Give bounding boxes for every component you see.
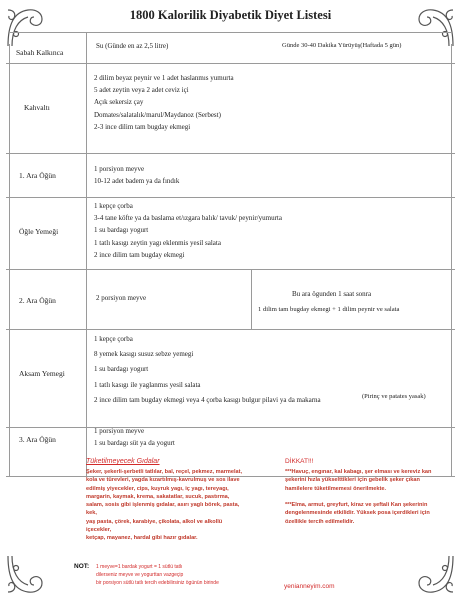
row-divider <box>9 32 452 33</box>
forbidden-foods-note <box>86 458 246 543</box>
list-item: Açık sekersiz çay <box>94 98 144 107</box>
list-item: 1 su bardagı yogurt <box>94 226 149 235</box>
list-item: 2 ince dilim tam bugday ekmegi veya 4 çorba kasıgı bulgur pilavi ya da makarna <box>94 395 321 404</box>
aksam-extra-note: (Pirinç ve patates yasak) <box>362 393 426 400</box>
row-divider <box>6 153 455 154</box>
list-item: 1 porsiyon meyve <box>94 427 145 435</box>
website-link[interactable]: yenianneyim.com <box>284 583 335 590</box>
meal-name-ara1: 1. Ara Öğün <box>19 171 56 180</box>
warning-title: DİKKAT!!! <box>285 458 314 465</box>
ara1-items <box>94 163 445 187</box>
list-item: 2-3 ince dilim tam bugday ekmegi <box>94 122 191 131</box>
list-item: Domates/salatalık/marul/Maydanoz (Serbest) <box>94 110 221 119</box>
row-divider <box>6 197 455 198</box>
corner-ornament-bottom-right <box>411 552 457 598</box>
forbidden-foods-text: Şeker, şekerli-şerbetli tatlılar, bal, reçel, pekmez, marmelat, kola ve türevleri, yagda kızartılmış-kavrulmuş ve sos ilave edilmiş yiyecekler, cips, kuyruk yagı, iç yagı, tereyagı, margarin, kaymak, krema, sakatatlar, sucuk, pastırma, salam, sosis gibi işlenmiş gıdalar, asırı yaglı börek, pasta, kek, yaş pasta, çörek, karabiye, çikolata, alkol ve alkollü içecekler, ketçap, mayanez, hardal gibi hazır gıdalar. <box>86 469 243 542</box>
row-divider <box>6 63 455 64</box>
page-title: 1800 Kalorilik Diyabetik Diyet Listesi <box>129 8 332 22</box>
table-left-border <box>9 44 10 476</box>
walk-note: Günde 30-40 Dakika Yürüyüş(Haftada 5 gün) <box>282 42 402 49</box>
column-divider <box>86 32 87 476</box>
meal-name-ara2: 2. Ara Öğün <box>19 296 56 305</box>
footer-note-text: 1 meyve=1 bardak yogurt = 1 sütlü tatlı dilerseniz meyve ve yogurttan vazgeçip bir porsiyon sütlü tatlı tercih edebilirsiniz ögünün birinde <box>96 564 219 586</box>
ogle-items <box>94 200 445 261</box>
list-item: 1 porsiyon meyve <box>94 165 145 173</box>
table-right-border <box>451 44 452 476</box>
warning-note <box>285 458 447 526</box>
warning-text: ***Havuç, engınar, kal kabagı, şer elması ve kereviz kan şekerini hızla yükselttikleri için gebelik şeker çıkan hamilelere tüketilmemesi önerilmekte. ***Elma, armut, greyfurt, kiraz ve şeftali Kan şekerinin dengelenmesinde etkilidir. Yüksek posa içerdikleri için özellikle tercih edilmelidir. <box>285 469 432 525</box>
ara2-right-title: Bu ara ögunden 1 saat sonra <box>292 290 372 298</box>
row-divider <box>6 269 455 270</box>
ara3-items <box>94 425 445 449</box>
ara2-left: 2 porsiyon meyve <box>96 294 147 302</box>
list-item: 3-4 tane köfte ya da baslama et/ızgara balık/ tavuk/ peynir/yumurta <box>94 214 282 223</box>
list-item: 1 tatlı kasıgı zeytin yagı eklenmis yesil salata <box>94 238 221 247</box>
list-item: 5 adet zeytin veya 2 adet ceviz içi <box>94 86 189 95</box>
kahvalti-items <box>94 72 445 133</box>
water-note: Su (Günde en az 2,5 litre) <box>96 42 169 50</box>
row-divider <box>6 329 455 330</box>
meal-name-sabah: Sabah Kalkınca <box>16 48 64 57</box>
meal-name-ara3: 3. Ara Öğün <box>19 435 56 444</box>
ara2-right-item: 1 dilim tam bugday ekmegi + 1 dilim peynir ve salata <box>258 306 400 313</box>
corner-ornament-top-left <box>4 4 50 50</box>
corner-ornament-bottom-left <box>4 552 50 598</box>
list-item: 1 kepçe çorba <box>94 202 133 210</box>
footer-note-label: NOT: <box>74 563 90 570</box>
meal-name-ogle: Öğle Yemeği <box>19 227 59 236</box>
list-item: 1 tatlı kasıgı ile yaglanmıs yesil salata <box>94 380 201 389</box>
list-item: 1 su bardagı yogurt <box>94 365 149 374</box>
column-divider-ara2 <box>251 269 252 329</box>
list-item: 8 yemek kasıgı susuz sebze yemegi <box>94 350 194 359</box>
list-item: 1 su bardagı süt ya da yogurt <box>94 439 175 448</box>
list-item: 10-12 adet badem ya da fındık <box>94 177 180 186</box>
meal-name-kahvalti: Kahvaltı <box>24 103 50 112</box>
list-item: 2 dilim beyaz peynir ve 1 adet haslanmıs yumurta <box>94 74 234 82</box>
list-item: 2 ince dilim tam bugday ekmegi <box>94 250 185 259</box>
list-item: 1 kepçe çorba <box>94 335 133 343</box>
forbidden-foods-title: Tüketilmeyecek Gıdalar <box>86 458 160 465</box>
meal-name-aksam: Aksam Yemegi <box>19 369 65 378</box>
